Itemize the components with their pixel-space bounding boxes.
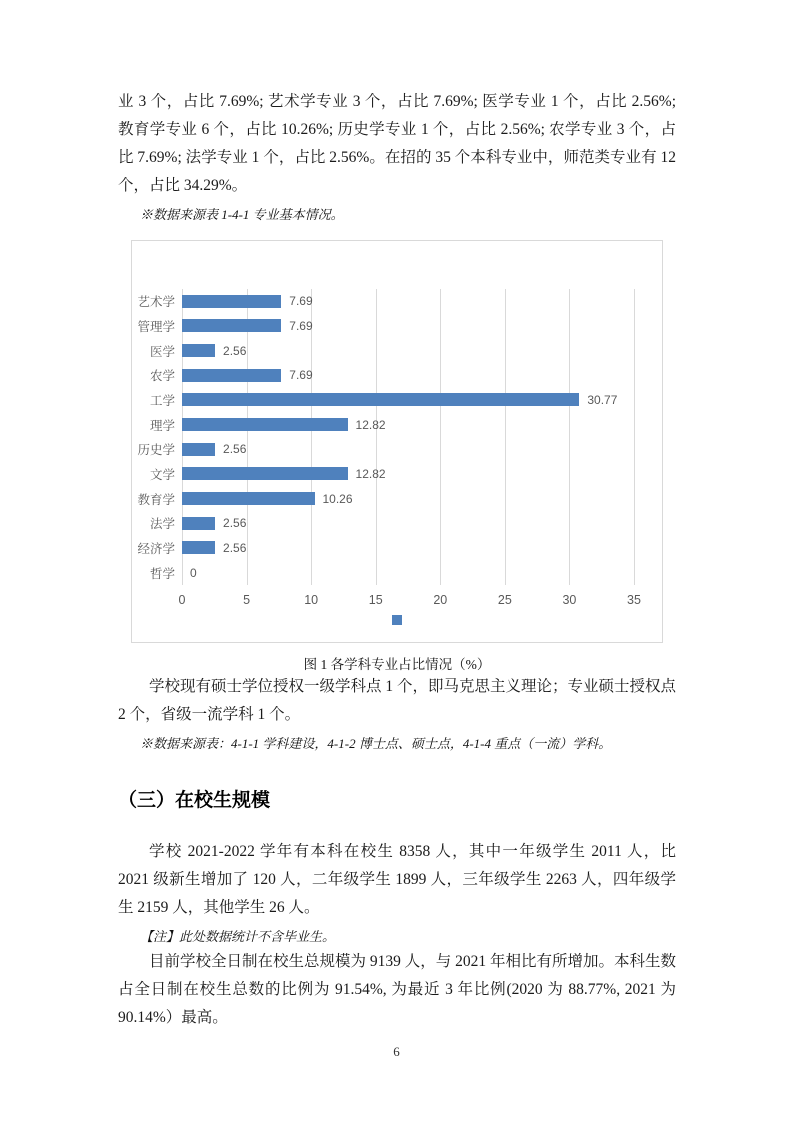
value-label: 12.82 xyxy=(355,417,386,432)
category-label: 经济学 xyxy=(137,541,175,556)
value-label: 2.56 xyxy=(223,442,247,457)
gridline-x-35 xyxy=(634,289,635,585)
bar xyxy=(182,344,215,357)
chart-row-文学 xyxy=(149,462,634,487)
bar xyxy=(182,393,579,406)
source-note-2: ※数据来源表：4-1-1 学科建设，4-1-2 博士点、硕士点，4-1-4 重点（一流）学科。 xyxy=(140,736,612,751)
bar xyxy=(182,319,281,332)
paragraph-majors-breakdown: 业 3 个，占比 7.69%; 艺术学专业 3 个，占比 7.69%; 医学专业 1 个，占比 2.56%; 教育学专业 6 个，占比 10.26%; 历史学专业 1 个，占比 2.56%; 农学专业 3 个，占比 7.69%; 法学专业 1 个，占比 2.56%。在招的 35 个本科专业中，师范类专业有 12 个，占比 34.29%。 xyxy=(118,93,676,194)
category-label: 文学 xyxy=(149,467,175,482)
chart-row-理学 xyxy=(149,412,634,437)
x-tick-label: 10 xyxy=(304,593,319,607)
figure-1-bar-chart xyxy=(131,240,663,643)
value-label: 7.69 xyxy=(289,318,313,333)
category-label: 教育学 xyxy=(137,492,175,507)
chart-row-法学 xyxy=(149,511,634,536)
category-label: 艺术学 xyxy=(137,295,175,310)
category-label: 管理学 xyxy=(137,319,175,334)
x-tick-label: 30 xyxy=(562,593,577,607)
figure-1-caption: 图 1 各学科专业占比情况（%） xyxy=(303,657,491,672)
note-excludes-graduates: 【注】此处数据统计不含毕业生。 xyxy=(140,929,336,944)
chart-row-经济学 xyxy=(137,536,634,561)
section-heading-enrollment: （三）在校生规模 xyxy=(118,790,271,811)
page-number: 6 xyxy=(393,1044,400,1059)
bar xyxy=(182,541,215,554)
x-tick-label: 25 xyxy=(497,593,512,607)
chart-row-医学 xyxy=(149,338,634,363)
chart-plot-area xyxy=(137,289,634,585)
value-label: 7.69 xyxy=(289,368,313,383)
category-label: 历史学 xyxy=(137,443,175,458)
value-label: 2.56 xyxy=(223,516,247,531)
chart-row-历史学 xyxy=(137,437,634,462)
chart-x-axis xyxy=(178,593,641,609)
chart-legend-marker xyxy=(392,615,402,625)
paragraph-total-scale: 目前学校全日制在校生总规模为 9139 人，与 2021 年相比有所增加。本科生数占全日制在校生总数的比例为 91.54%, 为最近 3 年比例(2020 为 88.77%, 2021 为 90.14%）最高。 xyxy=(118,953,677,1026)
value-label: 30.77 xyxy=(587,392,618,407)
value-label: 10.26 xyxy=(322,491,353,506)
category-label: 法学 xyxy=(149,517,175,532)
x-tick-label: 20 xyxy=(433,593,448,607)
paragraph-enrollment: 学校 2021-2022 学年有本科在校生 8358 人，其中一年级学生 2011 人，比 2021 级新生增加了 120 人，二年级学生 1899 人，三年级学生 2263 人，四年级学生 2159 人，其他学生 26 人。 xyxy=(118,843,676,916)
paragraph-masters-points: 学校现有硕士学位授权一级学科点 1 个，即马克思主义理论；专业硕士授权点 2 个，省级一流学科 1 个。 xyxy=(118,678,677,723)
value-label: 12.82 xyxy=(355,466,386,481)
bar xyxy=(182,492,315,505)
value-label: 2.56 xyxy=(223,540,247,555)
bar xyxy=(182,295,281,308)
bar xyxy=(182,467,348,480)
category-label: 理学 xyxy=(149,418,175,433)
category-label: 哲学 xyxy=(149,566,175,581)
x-tick-label: 15 xyxy=(368,593,383,607)
bar xyxy=(182,369,281,382)
category-label: 农学 xyxy=(149,369,175,384)
chart-row-管理学 xyxy=(137,314,634,339)
value-label: 2.56 xyxy=(223,343,247,358)
chart-row-农学 xyxy=(149,363,634,388)
chart-row-教育学 xyxy=(137,486,634,511)
chart-row-哲学 xyxy=(149,560,634,585)
category-label: 工学 xyxy=(149,393,175,408)
value-label: 7.69 xyxy=(289,294,313,309)
chart-row-工学 xyxy=(149,388,634,413)
bar xyxy=(182,418,348,431)
category-label: 医学 xyxy=(149,344,175,359)
bar xyxy=(182,443,215,456)
value-label: 0 xyxy=(190,565,197,580)
x-tick-label: 0 xyxy=(178,593,186,607)
x-tick-label: 35 xyxy=(627,593,641,607)
bar xyxy=(182,517,215,530)
source-note-1: ※数据来源表 1-4-1 专业基本情况。 xyxy=(140,207,344,222)
chart-row-艺术学 xyxy=(137,289,634,314)
x-tick-label: 5 xyxy=(243,593,251,607)
